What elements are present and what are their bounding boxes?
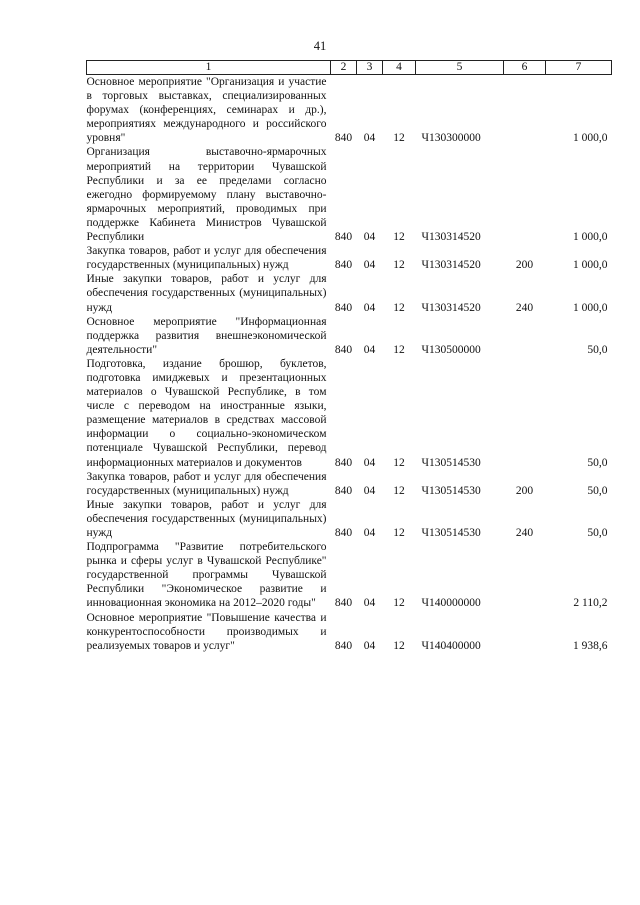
row-vr: 240	[515, 301, 534, 314]
row-name: Закупка товаров, работ и услуг для обеспечения государственных (муниципальных) нужд	[86, 470, 327, 497]
row-podrazdel: 12	[393, 639, 405, 652]
row-name: Иные закупки товаров, работ и услуг для обеспечения государственных (муниципальных) нужд	[86, 498, 327, 539]
row-razdel: 04	[363, 231, 376, 244]
row-csr: Ч140400000	[421, 639, 481, 652]
header-col-6: 6	[504, 61, 546, 75]
row-razdel: 04	[363, 301, 376, 314]
table-body	[87, 75, 612, 653]
row-sum: 50,0	[587, 527, 608, 539]
row-csr: Ч130514530	[421, 527, 481, 539]
row-glava: 840	[334, 456, 353, 469]
row-sum: 50,0	[587, 484, 608, 497]
row-razdel: 04	[363, 456, 376, 469]
row-sum: 1 000,0	[573, 259, 608, 272]
row-vr	[504, 357, 546, 470]
row-podrazdel: 12	[393, 527, 405, 539]
row-podrazdel: 12	[393, 456, 405, 469]
row-vr	[504, 540, 546, 610]
row-razdel: 04	[363, 343, 376, 356]
row-glava: 840	[334, 231, 353, 244]
row-sum: 1 000,0	[573, 132, 608, 145]
row-glava: 840	[334, 484, 353, 497]
row-csr: Ч140000000	[421, 597, 481, 610]
header-col-4: 4	[383, 61, 416, 75]
row-glava: 840	[334, 301, 353, 314]
row-sum: 50,0	[587, 456, 608, 469]
table-row	[87, 540, 612, 610]
row-csr: Ч130300000	[421, 132, 481, 145]
row-razdel: 04	[363, 597, 376, 610]
row-csr: Ч130314520	[421, 301, 481, 314]
row-vr	[504, 75, 546, 146]
row-podrazdel: 12	[393, 132, 405, 145]
table-row	[87, 315, 612, 357]
row-podrazdel: 12	[393, 259, 405, 272]
header-col-5: 5	[416, 61, 504, 75]
table-header	[87, 61, 612, 75]
row-name: Иные закупки товаров, работ и услуг для обеспечения государственных (муниципальных) нужд	[86, 273, 327, 314]
row-razdel: 04	[363, 132, 376, 145]
table-row	[87, 611, 612, 653]
row-name: Закупка товаров, работ и услуг для обеспечения государственных (муниципальных) нужд	[86, 245, 327, 272]
row-csr: Ч130314520	[421, 231, 481, 244]
row-sum: 1 000,0	[573, 301, 608, 314]
row-podrazdel: 12	[393, 301, 405, 314]
header-row	[87, 61, 612, 75]
row-csr: Ч130314520	[421, 259, 481, 272]
row-csr: Ч130514530	[421, 456, 481, 469]
row-glava: 840	[334, 639, 353, 652]
row-name: Организация выставочно-ярмарочных мероприятий на территории Чувашской Республики и за ее пределами согласно ежегодно формируемому плану выставочно-ярмарочных мероприятий, проводимых при поддержке Кабинета Министров Чувашской Республики	[86, 146, 327, 244]
row-sum: 1 000,0	[573, 231, 608, 244]
row-csr: Ч130514530	[421, 484, 481, 497]
table-row	[87, 470, 612, 498]
row-name: Основное мероприятие "Информационная поддержка развития внешнеэкономической деятельности"	[86, 315, 327, 356]
header-col-3: 3	[357, 61, 383, 75]
row-sum: 2 110,2	[573, 597, 608, 610]
row-name: Основное мероприятие "Организация и участие в торговых выставках, специализированных форумах (конференциях, семинарах и др.), мероприятиях международного и российского уровня"	[86, 76, 327, 145]
header-col-7: 7	[546, 61, 612, 75]
row-name: Основное мероприятие "Повышение качества и конкурентоспособности производимых и реализуемых товаров и услуг"	[86, 611, 327, 652]
row-podrazdel: 12	[393, 597, 405, 610]
row-name: Подпрограмма "Развитие потребительского рынка и сферы услуг в Чувашской Республике" государственной программы Чувашской Республики "Экономическое развитие и инновационная экономика на 2012–2020 годы"	[86, 541, 327, 610]
row-vr	[504, 315, 546, 357]
row-glava: 840	[334, 527, 353, 539]
row-vr: 200	[515, 484, 534, 497]
row-vr: 200	[515, 259, 534, 272]
row-glava: 840	[334, 343, 353, 356]
row-vr: 240	[515, 527, 534, 539]
table-row	[87, 145, 612, 244]
row-podrazdel: 12	[393, 231, 405, 244]
page-number: 41	[313, 39, 327, 53]
row-vr	[504, 611, 546, 653]
row-glava: 840	[334, 259, 353, 272]
table-row	[87, 75, 612, 146]
row-sum: 1 938,6	[573, 639, 608, 652]
row-csr: Ч130500000	[421, 343, 481, 356]
row-glava: 840	[334, 597, 353, 610]
table-row	[87, 498, 612, 540]
row-name: Подготовка, издание брошюр, буклетов, подготовка имиджевых и презентационных материалов о Чувашской Республике, в том числе с переводом на иностранные языки, размещение материалов в средствах массовой информации о социально-экономическом потенциале Чувашской Республики, перевод информационных материалов и документов	[86, 357, 327, 469]
row-podrazdel: 12	[393, 343, 405, 356]
row-podrazdel: 12	[393, 484, 405, 497]
table-row	[87, 244, 612, 272]
row-razdel: 04	[363, 527, 376, 539]
budget-table	[86, 60, 612, 653]
row-glava: 840	[334, 132, 353, 145]
row-razdel: 04	[363, 259, 376, 272]
row-sum: 50,0	[587, 343, 608, 356]
table-row	[87, 272, 612, 314]
row-razdel: 04	[363, 484, 376, 497]
table-row	[87, 357, 612, 470]
row-razdel: 04	[363, 639, 376, 652]
header-col-1: 1	[87, 61, 331, 75]
header-col-2: 2	[331, 61, 357, 75]
row-vr	[504, 145, 546, 244]
